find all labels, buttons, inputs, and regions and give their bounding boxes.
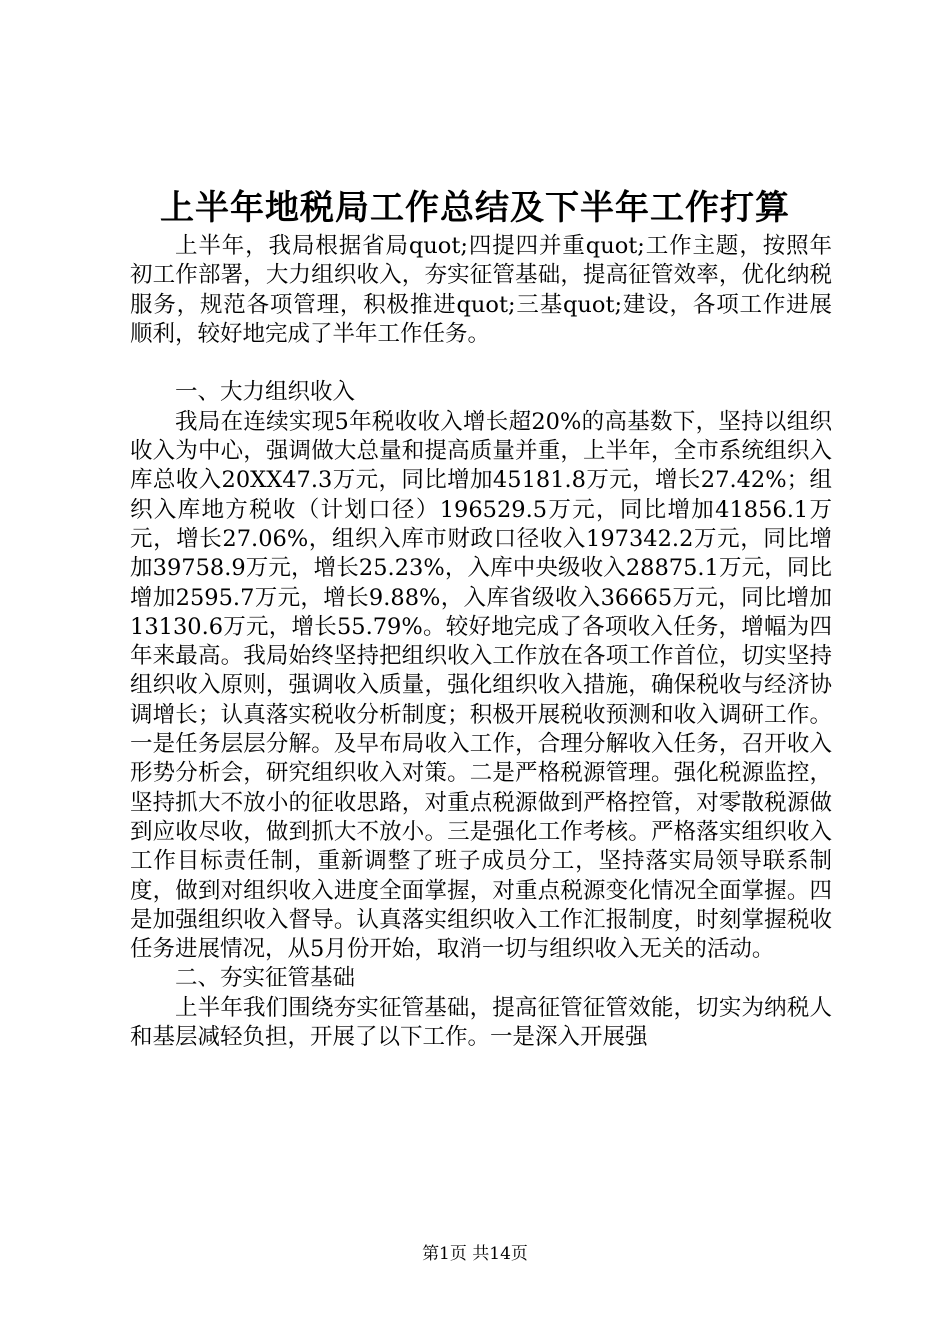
section-heading-1: 一、大力组织收入 bbox=[175, 379, 356, 406]
document-body bbox=[130, 232, 832, 1052]
paragraph-gap bbox=[130, 349, 832, 378]
intro-paragraph: 上半年，我局根据省局quot;四提四并重quot;工作主题，按照年初工作部署，大力组织收入，夯实征管基础，提高征管效率，优化纳税服务，规范各项管理，积极推进quot;三基quot;建设，各项工作进展顺利，较好地完成了半年工作任务。 bbox=[130, 233, 832, 347]
section-heading-2: 二、夯实征管基础 bbox=[175, 965, 356, 992]
document-title: 上半年地税局工作总结及下半年工作打算 bbox=[160, 188, 790, 228]
page-footer: 第1页 共14页 bbox=[422, 1244, 528, 1264]
section-paragraph-1: 我局在连续实现5年税收收入增长超20%的高基数下，坚持以组织收入为中心，强调做大总量和提高质量并重，上半年，全市系统组织入库总收入20XX47.3万元，同比增加45181.8万元，增长27.42%；组织入库地方税收（计划口径）196529.5万元，同比增加41856.1万元，增长27.06%，组织入库市财政口径收入197342.2万元，同比增加39758.9万元，增长25.23%，入库中央级收入28875.1万元，同比增加2595.7万元，增长9.88%，入库省级收入36665万元，同比增加13130.6万元，增长55.79%。较好地完成了各项收入任务，增幅为四年来最高。我局始终坚持把组织收入工作放在各项工作首位，切实坚持组织收入原则，强调收入质量，强化组织收入措施，确保税收与经济协调增长；认真落实税收分析制度；积极开展税收预测和收入调研工作。一是任务层层分解。及早布局收入工作，合理分解收入任务，召开收入形势分析会，研究组织收入对策。二是严格税源管理。强化税源监控，坚持抓大不放小的征收思路，对重点税源做到严格控管，对零散税源做到应收尽收，做到抓大不放小。三是强化工作考核。严格落实组织收入工作目标责任制，重新调整了班子成员分工，坚持落实局领导联系制度，做到对组织收入进度全面掌握，对重点税源变化情况全面掌握。四是加强组织收入督导。认真落实组织收入工作汇报制度，时刻掌握税收任务进展情况，从5月份开始，取消一切与组织收入无关的活动。 bbox=[130, 408, 832, 963]
section-paragraph-2: 上半年我们围绕夯实征管基础，提高征管征管效能，切实为纳税人和基层减轻负担，开展了以下工作。一是深入开展强 bbox=[130, 994, 832, 1051]
